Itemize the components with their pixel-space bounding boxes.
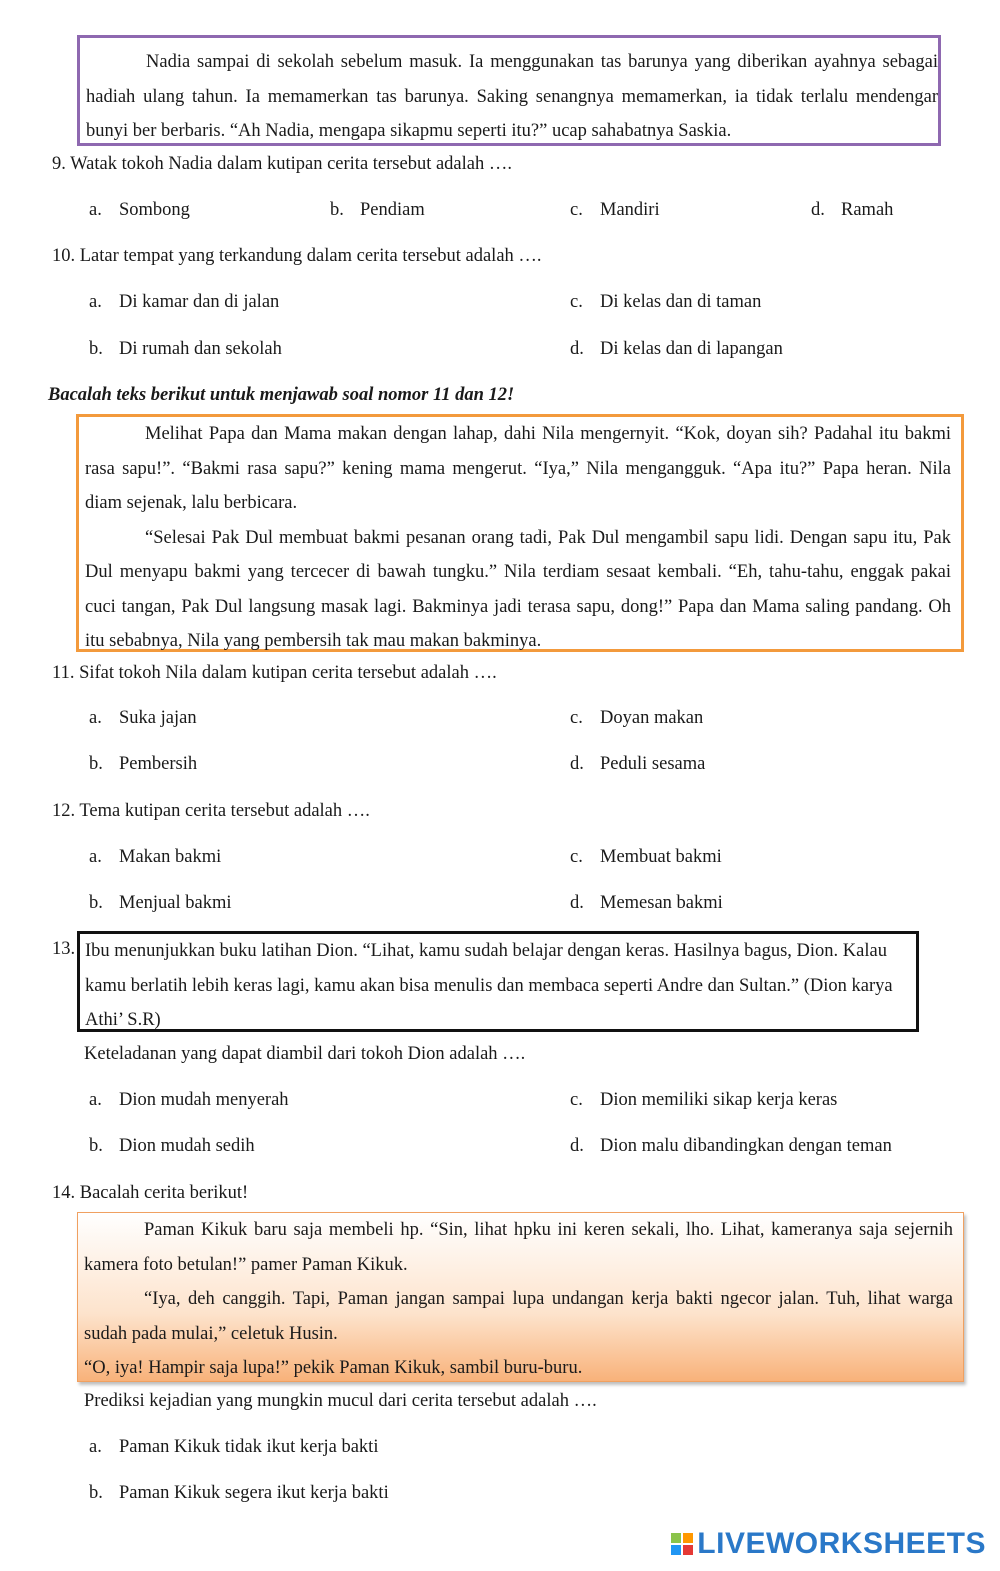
option-14a[interactable]: a. Paman Kikuk tidak ikut kerja bakti <box>89 1437 379 1457</box>
option-14b[interactable]: b. Paman Kikuk segera ikut kerja bakti <box>89 1483 389 1503</box>
option-13a[interactable]: a. Dion mudah menyerah <box>89 1090 289 1110</box>
option-10b[interactable]: b. Di rumah dan sekolah <box>89 339 282 359</box>
passage-box-paman-kikuk <box>77 1212 964 1382</box>
liveworksheets-logo-icon <box>671 1533 693 1555</box>
question-10: 10. Latar tempat yang terkandung dalam cerita tersebut adalah …. <box>52 246 542 266</box>
passage-box-nadia <box>77 35 941 146</box>
option-9b[interactable]: b. Pendiam <box>330 200 425 220</box>
question-14: Prediksi kejadian yang mungkin mucul dari cerita tersebut adalah …. <box>84 1391 597 1411</box>
option-12b[interactable]: b. Menjual bakmi <box>89 893 232 913</box>
question-9: 9. Watak tokoh Nadia dalam kutipan cerita tersebut adalah …. <box>52 154 512 174</box>
option-11a[interactable]: a. Suka jajan <box>89 708 197 728</box>
option-13c[interactable]: c. Dion memiliki sikap kerja keras <box>570 1090 838 1110</box>
option-9d[interactable]: d. Ramah <box>811 200 894 220</box>
option-11d[interactable]: d. Peduli sesama <box>570 754 706 774</box>
option-12c[interactable]: c. Membuat bakmi <box>570 847 722 867</box>
passage-paragraph-1: Paman Kikuk baru saja membeli hp. “Sin, lihat hpku ini keren sekali, lho. Lihat, kameranya saja sejernih kamera foto betulan!” pamer Paman Kikuk. <box>84 1220 953 1275</box>
option-12a[interactable]: a. Makan bakmi <box>89 847 222 867</box>
logo-text: LIVEWORKSHEETS <box>697 1527 986 1560</box>
passage-paragraph-3: “O, iya! Hampir saja lupa!” pekik Paman Kikuk, sambil buru-buru. <box>84 1358 583 1378</box>
passage-box-nila <box>76 414 964 652</box>
question-13: Keteladanan yang dapat diambil dari tokoh Dion adalah …. <box>84 1044 526 1064</box>
passage-text: Ibu menunjukkan buku latihan Dion. “Lihat, kamu sudah belajar dengan keras. Hasilnya bagus, Dion. Kalau kamu berlatih lebih keras lagi, kamu akan bisa menulis dan membaca seperti Andre dan Sultan.” (Dion karya Athi’ S.R) <box>85 941 893 1030</box>
option-11c[interactable]: c. Doyan makan <box>570 708 704 728</box>
passage-paragraph-1: Melihat Papa dan Mama makan dengan lahap, dahi Nila mengernyit. “Kok, doyan sih? Padahal itu bakmi rasa sapu!”. “Bakmi rasa sapu?” kening mama mengerut. “Iya,” Nila mengangguk. “Apa itu?” Papa heran. Nila diam sejenak, lalu berbicara. <box>85 424 951 513</box>
passage-text: Nadia sampai di sekolah sebelum masuk. Ia menggunakan tas barunya yang diberikan ayahnya sebagai hadiah ulang tahun. Ia memamerkan tas barunya. Saking senangnya memamerkan, ia tidak terlalu mendengar bunyi ber berbaris. “Ah Nadia, mengapa sikapmu seperti itu?” ucap sahabatnya Saskia. <box>86 52 938 141</box>
question-13-number: 13. <box>52 939 76 959</box>
passage-paragraph-2: “Iya, deh canggih. Tapi, Paman jangan sampai lupa undangan kerja bakti ngecor jalan. Tuh, lihat warga sudah pada mulai,” celetuk Husin. <box>84 1289 953 1344</box>
liveworksheets-logo <box>671 1527 986 1561</box>
option-10c[interactable]: c. Di kelas dan di taman <box>570 292 762 312</box>
option-12d[interactable]: d. Memesan bakmi <box>570 893 723 913</box>
option-10a[interactable]: a. Di kamar dan di jalan <box>89 292 280 312</box>
option-10d[interactable]: d. Di kelas dan di lapangan <box>570 339 783 359</box>
option-11b[interactable]: b. Pembersih <box>89 754 198 774</box>
option-13b[interactable]: b. Dion mudah sedih <box>89 1136 255 1156</box>
passage-paragraph-2: “Selesai Pak Dul membuat bakmi pesanan orang tadi, Pak Dul mengambil sapu lidi. Dengan sapu itu, Pak Dul menyapu bakmi yang tercecer di bawah tungku.” Nila terdiam sesaat kembali. “Eh, tahu-tahu, enggak pakai cuci tangan, Pak Dul langsung masak lagi. Bakminya jadi terasa sapu, dong!” Papa dan Mama saling pandang. Oh itu sebabnya, Nila yang pembersih tak mau makan bakminya. <box>85 527 951 651</box>
passage-box-dion <box>77 931 919 1032</box>
instruction-heading: Bacalah teks berikut untuk menjawab soal nomor 11 dan 12! <box>48 385 515 405</box>
question-11: 11. Sifat tokoh Nila dalam kutipan cerita tersebut adalah …. <box>52 663 497 683</box>
option-13d[interactable]: d. Dion malu dibandingkan dengan teman <box>570 1136 892 1156</box>
question-14-intro: 14. Bacalah cerita berikut! <box>52 1183 249 1203</box>
question-12: 12. Tema kutipan cerita tersebut adalah …. <box>52 801 370 821</box>
option-9c[interactable]: c. Mandiri <box>570 200 660 220</box>
option-9a[interactable]: a. Sombong <box>89 200 190 220</box>
